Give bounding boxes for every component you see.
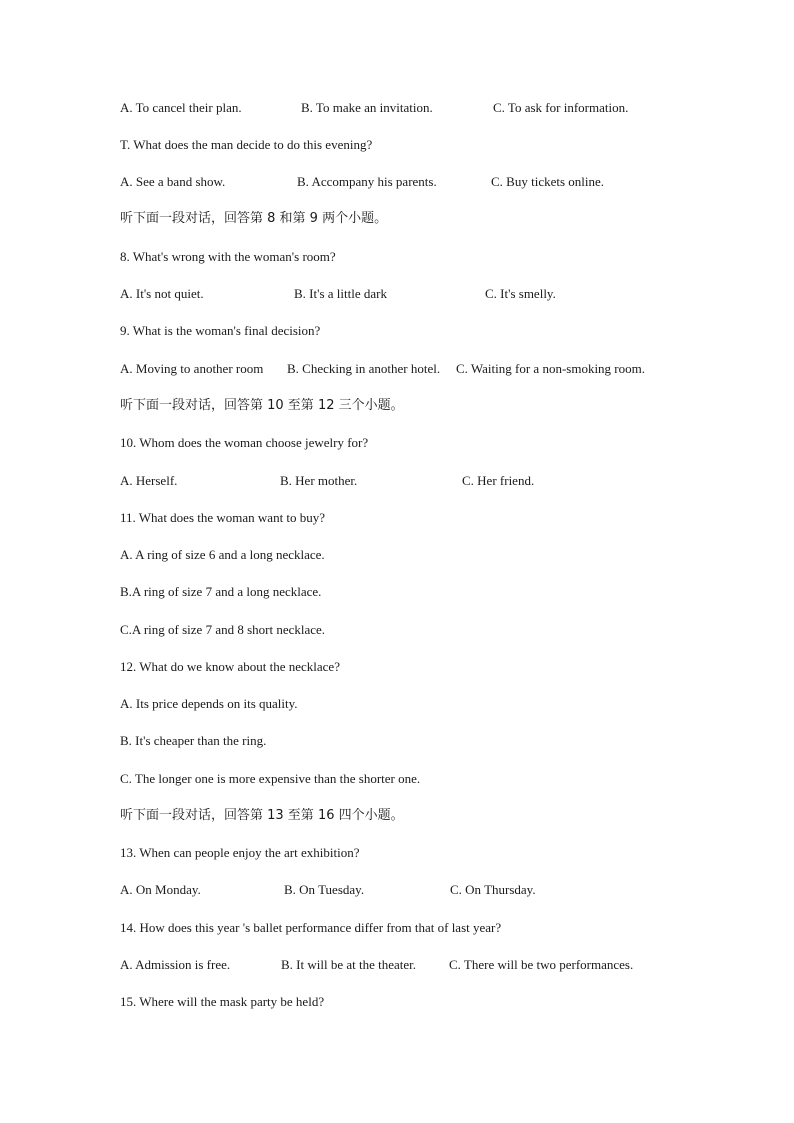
q12-option-b: B. It's cheaper than the ring. [120, 733, 267, 748]
q13-option-c: C. On Thursday. [450, 882, 536, 897]
q10-option-a: A. Herself. [120, 473, 178, 488]
q6-option-b: B. To make an invitation. [301, 100, 433, 115]
q8-question: 8. What's wrong with the woman's room? [120, 249, 336, 264]
section-instruction-8-9: 听下面一段对话，回答第 8 和第 9 两个小题。 [120, 211, 388, 226]
q7-option-c: C. Buy tickets online. [491, 174, 605, 189]
q14-option-b: B. It will be at the theater. [281, 957, 417, 972]
q13-question: 13. When can people enjoy the art exhibition? [120, 845, 360, 860]
q9-option-c: C. Waiting for a non-smoking room. [456, 361, 646, 376]
section-instruction-10-12: 听下面一段对话，回答第 10 至第 12 三个小题。 [120, 398, 404, 413]
q14-option-a: A. Admission is free. [120, 957, 231, 972]
q11-question: 11. What does the woman want to buy? [120, 510, 326, 525]
q7-question: T. What does the man decide to do this evening? [120, 137, 373, 152]
q9-option-b: B. Checking in another hotel. [287, 361, 441, 376]
q12-question: 12. What do we know about the necklace? [120, 659, 340, 674]
q7-option-b: B. Accompany his parents. [297, 174, 437, 189]
q8-option-b: B. It's a little dark [294, 286, 387, 301]
q11-option-b: B.A ring of size 7 and a long necklace. [120, 584, 322, 599]
q9-question: 9. What is the woman's final decision? [120, 323, 321, 338]
q6-option-c: C. To ask for information. [493, 100, 629, 115]
q14-option-c: C. There will be two performances. [449, 957, 634, 972]
q10-option-c: C. Her friend. [462, 473, 535, 488]
q7-option-a: A. See a band show. [120, 174, 226, 189]
q10-option-b: B. Her mother. [280, 473, 358, 488]
q11-option-c: C.A ring of size 7 and 8 short necklace. [120, 622, 326, 637]
q11-option-a: A. A ring of size 6 and a long necklace. [120, 547, 325, 562]
q8-option-c: C. It's smelly. [485, 286, 556, 301]
q13-option-a: A. On Monday. [120, 882, 201, 897]
q14-question: 14. How does this year 's ballet performance differ from that of last year? [120, 920, 502, 935]
q13-option-b: B. On Tuesday. [284, 882, 365, 897]
q6-option-a: A. To cancel their plan. [120, 100, 242, 115]
q8-option-a: A. It's not quiet. [120, 286, 204, 301]
q9-option-a: A. Moving to another room [120, 361, 264, 376]
q10-question: 10. Whom does the woman choose jewelry for? [120, 435, 369, 450]
q12-option-c: C. The longer one is more expensive than the shorter one. [120, 771, 421, 786]
q15-question: 15. Where will the mask party be held? [120, 994, 325, 1009]
section-instruction-13-16: 听下面一段对话，回答第 13 至第 16 四个小题。 [120, 808, 404, 823]
q12-option-a: A. Its price depends on its quality. [120, 696, 298, 711]
